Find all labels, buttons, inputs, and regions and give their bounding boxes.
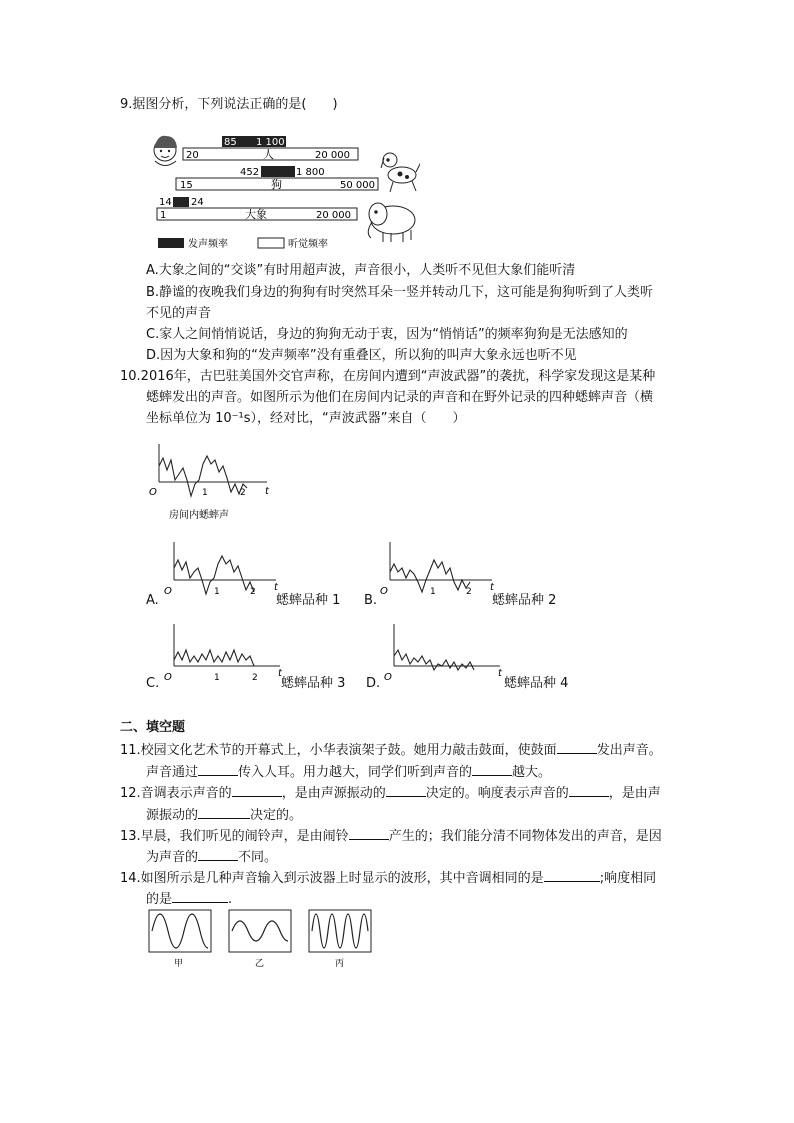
ref-t-axis: t: [265, 486, 269, 497]
c-tick1: 1: [214, 673, 220, 683]
b-origin: O: [380, 586, 388, 597]
dog-icon: [381, 153, 420, 192]
dog-emit-low: 452: [240, 167, 260, 178]
q11-blank-3[interactable]: [472, 763, 512, 776]
q12-line-2: [146, 806, 302, 825]
legend-emit-swatch: [158, 238, 184, 248]
legend-hear-label: 听觉频率: [288, 239, 328, 250]
q10-stem-line-3: 坐标单位为 10⁻¹s），经对比，“声波武器”来自（ ）: [146, 411, 466, 426]
q10-option-b-letter: B.: [364, 593, 378, 608]
q13-line-2: [146, 848, 277, 867]
girl-face-icon: [154, 136, 177, 166]
b-tick1: 1: [430, 587, 436, 597]
elephant-emit-low: 14: [159, 197, 172, 208]
q9-option-c: C.家人之间悄悄说话，身边的狗狗无动于衷，因为“悄悄话”的频率狗狗是无法感知的: [146, 327, 628, 342]
q13-blank-2[interactable]: [198, 848, 238, 861]
q13-line-1: [120, 827, 662, 846]
human-name: 人: [263, 148, 274, 161]
q9-frequency-figure: [150, 130, 420, 250]
c-tick2: 2: [252, 673, 258, 683]
ref-origin: O: [149, 487, 157, 498]
q10-reference-waveform: [145, 440, 275, 520]
q12-text-b: ，是由声源振动的: [281, 786, 386, 801]
q12-text-a: 12.音调表示声音的: [120, 786, 232, 801]
q12-text-f: 决定的。: [250, 808, 303, 823]
q13-blank-1[interactable]: [349, 827, 389, 840]
q11-text-a: 11.校园文化艺术节的开幕式上，小华表演架子鼓。她用力敲击鼓面，使鼓面: [120, 743, 557, 758]
dog-emit-high: 1 800: [296, 167, 325, 178]
legend-emit-label: 发声频率: [188, 239, 228, 250]
section-title-fill-blank: 二、填空题: [120, 720, 186, 735]
q11-text-b: 发出声音。: [596, 743, 662, 758]
q12-text-c: 决定的。响度表示声音的: [425, 786, 569, 801]
q14-line-2: [146, 890, 232, 909]
waveform-bing: [309, 910, 371, 969]
q9-option-b-cont: 不见的声音: [146, 306, 212, 321]
waveform-yi: [229, 910, 291, 969]
q10-stem-line-2: 蟋蟀发出的声音。如图所示为他们在房间内记录的声音和在野外记录的四种蟋蟀声音（横: [146, 390, 654, 405]
a-origin: O: [164, 586, 172, 597]
a-tick1: 1: [214, 587, 220, 597]
q12-line-1: [120, 784, 661, 803]
q10-option-c-letter: C.: [146, 676, 160, 691]
q9-option-a: A.大象之间的“交谈”有时用超声波，声音很小，人类听不见但大象们能听清: [146, 263, 576, 278]
b-t: t: [490, 582, 494, 593]
q13-text-d: 不同。: [238, 850, 278, 865]
q12-blank-4[interactable]: [198, 806, 250, 819]
label-bing: 丙: [335, 959, 345, 969]
q14-blank-1[interactable]: [544, 869, 600, 882]
dog-emit-bar: [261, 166, 295, 177]
waveform-jia: [149, 910, 211, 969]
q9-stem: 9.据图分析，下列说法正确的是( ): [120, 97, 338, 112]
ref-caption: 房间内蟋蟀声: [169, 510, 229, 520]
q13-text-c: 为声音的: [146, 850, 199, 865]
elephant-icon: [368, 203, 415, 242]
q11-line-2: [146, 763, 551, 782]
q12-text-e: 源振动的: [146, 808, 199, 823]
q13-text-a: 13.早晨，我们听见的闹铃声，是由闹铃: [120, 829, 349, 844]
a-tick2: 2: [250, 587, 256, 597]
q11-blank-1[interactable]: [557, 741, 597, 754]
q10-option-c-label: 蟋蟀品种 3: [281, 676, 346, 691]
d-origin: O: [384, 672, 392, 683]
q13-text-b: 产生的；我们能分清不同物体发出的声音，是因: [388, 829, 662, 844]
q10-option-c-waveform: [158, 620, 284, 690]
human-hear-high: 20 000: [315, 150, 350, 161]
c-origin: O: [164, 672, 172, 683]
q10-option-b-label: 蟋蟀品种 2: [492, 593, 557, 608]
q10-option-a-waveform: [158, 538, 280, 606]
q10-option-a-letter: A.: [146, 593, 159, 608]
q10-stem-line-1: 10.2016年，古巴驻美国外交官声称，在房间内遭到“声波武器”的袭扰，科学家发现这是某种: [120, 369, 656, 384]
human-emit-low: 85: [224, 137, 237, 148]
label-jia: 甲: [174, 959, 184, 969]
b-tick2: 2: [466, 587, 472, 597]
q9-option-d: D.因为大象和狗的“发声频率”没有重叠区，所以狗的叫声大象永远也听不见: [146, 348, 577, 363]
q14-blank-2[interactable]: [172, 890, 228, 903]
q11-text-e: 越大。: [512, 765, 552, 780]
ref-tick-1: 1: [202, 488, 208, 498]
q10-option-d-label: 蟋蟀品种 4: [504, 676, 569, 691]
human-hear-low: 20: [186, 150, 199, 161]
a-t: t: [274, 582, 278, 593]
legend-hear-swatch: [258, 238, 284, 248]
human-emit-high: 1 100: [256, 137, 285, 148]
q9-option-b: B.静谧的夜晚我们身边的狗狗有时突然耳朵一竖并转动几下，这可能是狗狗听到了人类听: [146, 285, 654, 300]
q12-blank-1[interactable]: [232, 784, 282, 797]
q11-text-d: 传入人耳。用力越大，同学们听到声音的: [238, 765, 473, 780]
q10-option-b-waveform: [374, 538, 496, 606]
q14-text-b: ;响度相同: [599, 871, 657, 886]
ref-tick-2: 2: [240, 488, 246, 498]
q11-line-1: [120, 741, 662, 760]
dog-hear-low: 15: [180, 180, 193, 191]
q11-text-c: 声音通过: [146, 765, 199, 780]
q12-blank-3[interactable]: [569, 784, 609, 797]
q14-line-1: [120, 869, 656, 888]
q14-text-a: 14.如图所示是几种声音输入到示波器上时显示的波形，其中音调相同的是: [120, 871, 544, 886]
elephant-emit-bar: [173, 197, 189, 207]
q12-blank-2[interactable]: [386, 784, 426, 797]
c-t: t: [278, 668, 282, 679]
q11-blank-2[interactable]: [198, 763, 238, 776]
elephant-hear-low: 1: [160, 210, 167, 221]
dog-name: 狗: [271, 178, 282, 191]
elephant-hear-high: 20 000: [316, 210, 351, 221]
d-t: t: [498, 668, 502, 679]
q12-text-d: ，是由声: [608, 786, 661, 801]
label-yi: 乙: [255, 959, 265, 969]
elephant-emit-high: 24: [191, 197, 204, 208]
q10-option-d-letter: D.: [366, 676, 381, 691]
dog-hear-high: 50 000: [340, 180, 375, 191]
q10-option-a-label: 蟋蟀品种 1: [276, 593, 341, 608]
q14-text-c: 的是: [146, 892, 173, 907]
q14-waveforms: [148, 908, 388, 970]
q14-text-d: .: [228, 892, 233, 907]
q10-option-d-waveform: [378, 620, 504, 690]
elephant-name: 大象: [245, 208, 267, 221]
